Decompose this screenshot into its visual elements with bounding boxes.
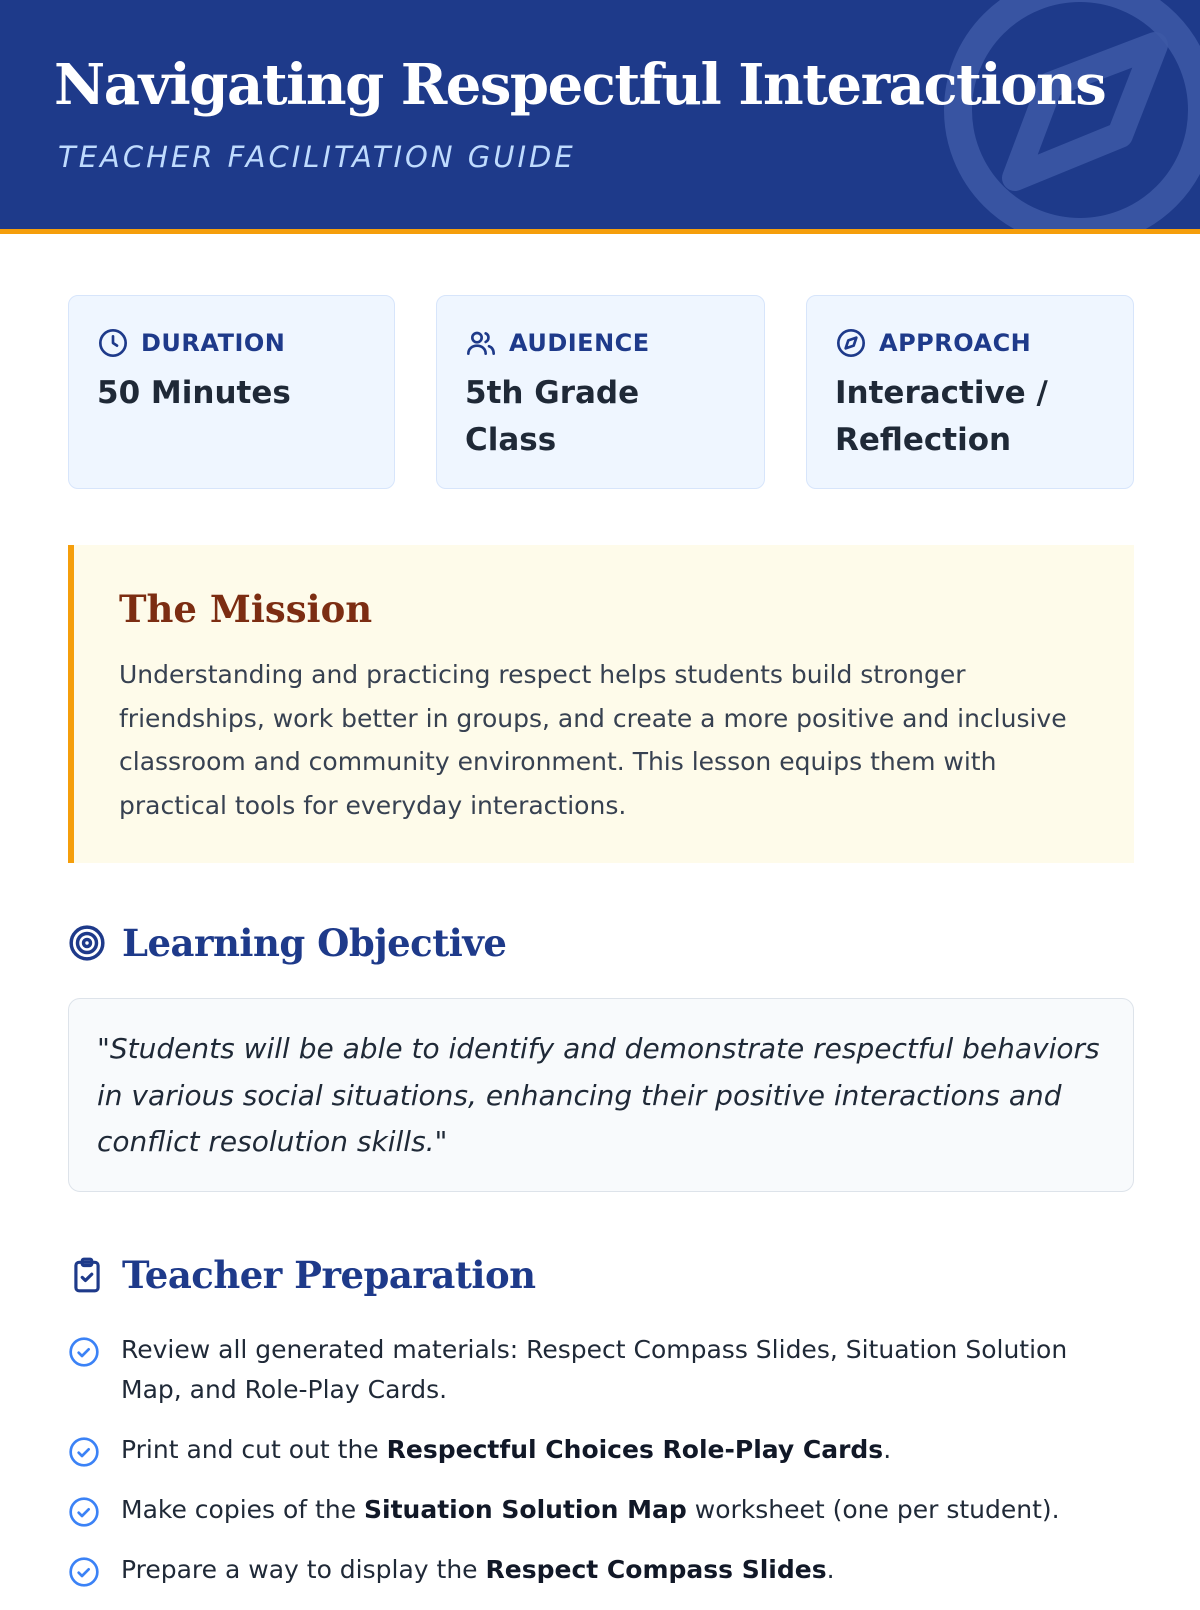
users-icon — [465, 327, 497, 359]
page-subtitle: TEACHER FACILITATION GUIDE — [58, 140, 576, 174]
list-item — [68, 1550, 1134, 1590]
item-bold-text: Respectful Choices Role-Play Cards — [386, 1435, 884, 1464]
page-header — [0, 0, 1200, 234]
preparation-title: Teacher Preparation — [122, 1253, 536, 1297]
list-item — [68, 1490, 1134, 1530]
target-icon — [68, 924, 106, 962]
compass-icon — [835, 327, 867, 359]
info-cards — [68, 295, 1134, 489]
approach-label: APPROACH — [879, 329, 1032, 357]
check-circle-icon — [68, 1556, 100, 1588]
mission-callout — [68, 545, 1134, 863]
duration-value: 50 Minutes — [97, 375, 291, 411]
objective-quote: "Students will be able to identify and demonstrate respectful behaviors in various social situations, enhancing their positive interactions and conflict resolution skills." — [97, 1032, 1100, 1158]
mission-text: Understanding and practicing respect helps students build stronger friendships, work better in groups, and create a more positive and inclusive classroom and community environment. This lesson equips them with practical tools for everyday interactions. — [119, 660, 1067, 820]
objective-box — [68, 998, 1134, 1192]
audience-value: 5th Grade Class — [465, 375, 640, 458]
objective-heading — [68, 918, 506, 968]
duration-label: DURATION — [141, 329, 286, 357]
item-bold-text: Situation Solution Map — [364, 1495, 687, 1524]
duration-card — [68, 295, 395, 489]
item-text: Prepare a way to display the — [121, 1555, 486, 1584]
item-text: Make copies of the — [121, 1495, 365, 1524]
item-bold-text: Respect Compass Slides — [485, 1555, 827, 1584]
clipboard-check-icon — [68, 1256, 106, 1294]
list-item — [68, 1430, 1134, 1470]
clock-icon — [97, 327, 129, 359]
check-circle-icon — [68, 1496, 100, 1528]
objective-title: Learning Objective — [122, 921, 507, 965]
item-text-end: . — [883, 1435, 892, 1464]
preparation-list — [68, 1330, 1134, 1610]
list-item — [68, 1330, 1134, 1410]
mission-title: The Mission — [119, 587, 373, 631]
approach-card — [806, 295, 1134, 489]
preparation-heading — [68, 1250, 536, 1300]
item-text-end: worksheet (one per student). — [686, 1495, 1060, 1524]
item-text-end: . — [826, 1555, 835, 1584]
check-circle-icon — [68, 1336, 100, 1368]
check-circle-icon — [68, 1436, 100, 1468]
page-title: Navigating Respectful Interactions — [54, 52, 1106, 118]
approach-value: Interactive / Reflection — [835, 375, 1048, 458]
item-text: Print and cut out the — [121, 1435, 387, 1464]
item-text: Review all generated materials: Respect Compass Slides, Situation Solution Map, and Role-Play Cards. — [121, 1335, 1068, 1404]
audience-label: AUDIENCE — [509, 329, 650, 357]
audience-card — [436, 295, 765, 489]
